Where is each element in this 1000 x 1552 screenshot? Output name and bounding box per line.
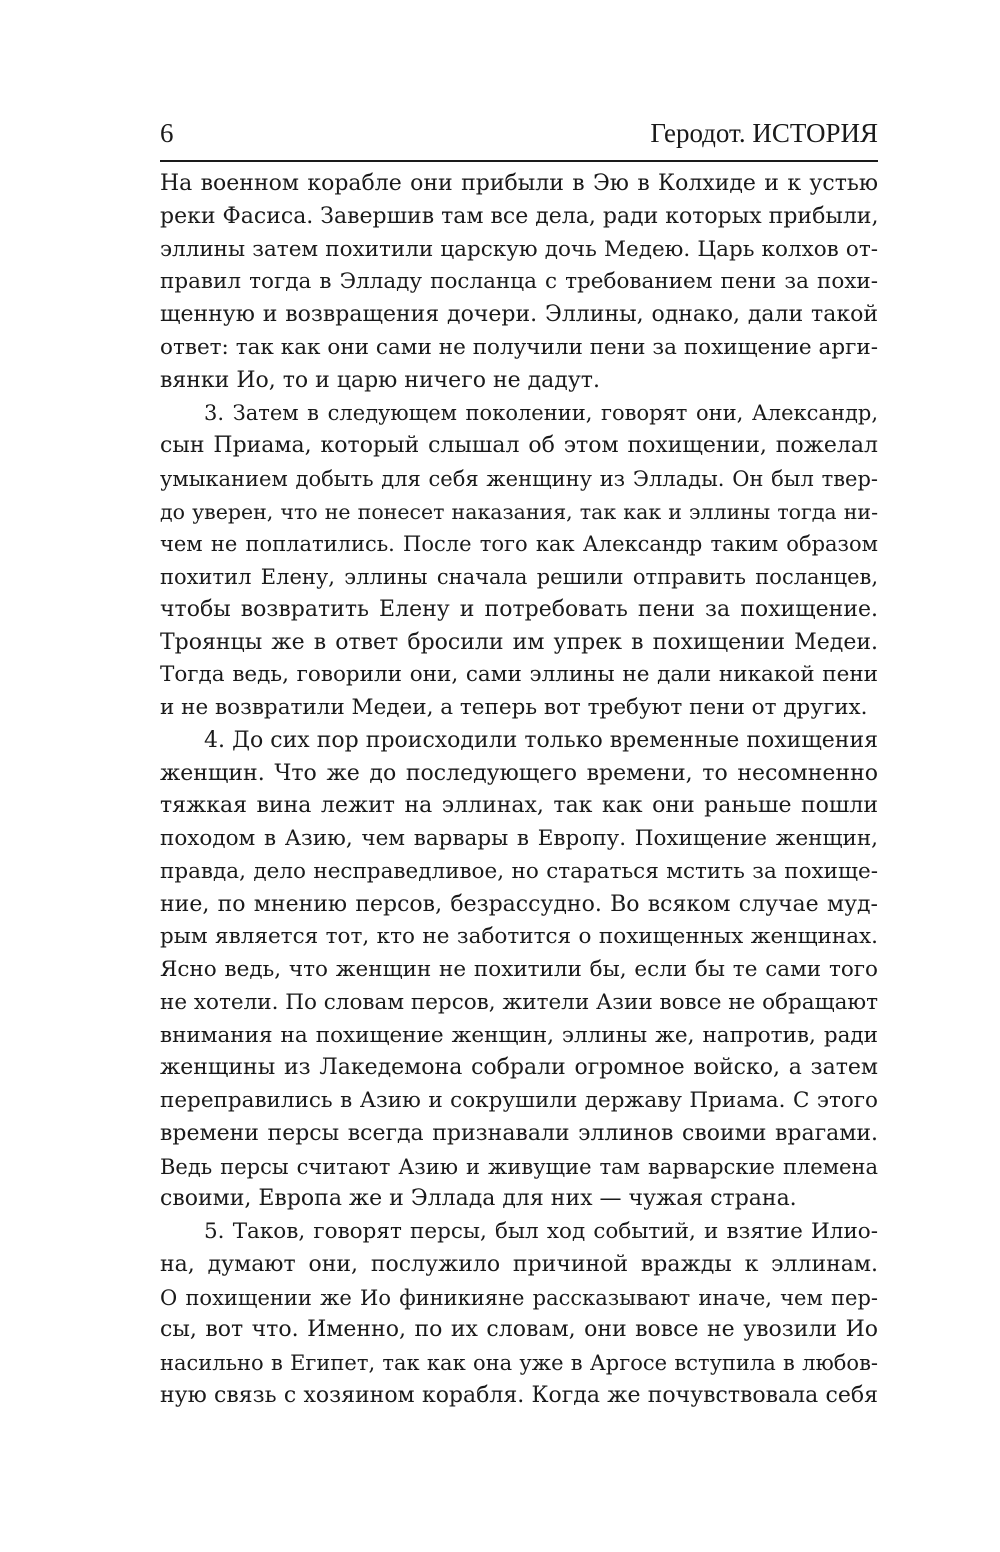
text-line: ответ: так как они сами не получили пени за похищение арги- <box>160 334 878 360</box>
text-line: 3. Затем в следующем поколении, говорят они, Александр, <box>204 401 878 426</box>
text-line: 5. Таков, говорят персы, был ход событий, и взятие Илио- <box>204 1219 878 1244</box>
text-line: Ведь персы считают Азию и живущие там варварские племена <box>160 1154 878 1179</box>
text-line: чтобы возвратить Елену и потребовать пени за похищение. <box>160 596 878 622</box>
text-line: и не возвратили Медеи, а теперь вот требуют пени от других. <box>160 695 868 720</box>
text-line: сы, вот что. Именно, по их словам, они вовсе не увозили Ио <box>160 1317 878 1343</box>
text-line: времени персы всегда признавали эллинов своими врагами. <box>160 1120 878 1146</box>
text-line: Троянцы же в ответ бросили им упрек в похищении Медеи. <box>160 629 878 655</box>
text-line: реки Фасиса. Завершив там все дела, ради которых прибыли, <box>160 203 878 229</box>
text-line: вянки Ио, то и царю ничего не дадут. <box>160 367 600 393</box>
header-rule <box>160 160 878 162</box>
text-line: походом в Азию, чем варвары в Европу. Похищение женщин, <box>160 826 878 851</box>
text-line: на, думают они, послужило причиной вражды к эллинам. <box>160 1251 878 1277</box>
text-line: О похищении же Ио финикияне рассказывают иначе, чем пер- <box>160 1285 878 1310</box>
text-line: не хотели. По словам персов, жители Азии вовсе не обращают <box>160 989 878 1015</box>
body-text <box>160 168 878 1413</box>
text-line: тяжкая вина лежит на эллинах, так как они раньше пошли <box>160 793 878 819</box>
text-line: сын Приама, который слышал об этом похищении, пожелал <box>160 433 878 458</box>
text-line: внимания на похищение женщин, эллины же, напротив, ради <box>160 1022 878 1048</box>
text-line: чем не поплатились. После того как Александр таким образом <box>160 532 878 557</box>
text-line: 4. До сих пор происходили только временные похищения <box>204 727 878 753</box>
text-line: правил тогда в Элладу посланца с требованием пени за похи- <box>160 269 878 295</box>
text-line: Ясно ведь, что женщин не похитили бы, если бы те сами того <box>160 957 878 982</box>
text-line: похитил Елену, эллины сначала решили отправить посланцев, <box>160 565 878 589</box>
text-line: эллины затем похитили царскую дочь Медею. Царь колхов от- <box>160 236 878 262</box>
text-line: до уверен, что не понесет наказания, так как и эллины тогда ни- <box>160 499 878 524</box>
text-line: правда, дело несправедливое, но стараться мстить за похище- <box>160 858 878 884</box>
text-line: ние, по мнению персов, безрассудно. Во всяком случае муд- <box>160 891 878 917</box>
text-line: рым является тот, кто не заботится о похищенных женщинах. <box>160 924 878 950</box>
page-number: 6 <box>160 118 174 148</box>
text-line: щенную и возвращения дочери. Эллины, однако, дали такой <box>160 302 878 327</box>
text-line: умыканием добыть для себя женщину из Эллады. Он был твер- <box>160 466 878 491</box>
text-line: своими, Европа же и Эллада для них — чужая страна. <box>160 1186 797 1212</box>
running-title: Геродот. ИСТОРИЯ <box>650 118 878 148</box>
text-line: На военном корабле они прибыли в Эю в Колхиде и к устью <box>160 171 878 196</box>
text-line: Тогда ведь, говорили они, сами эллины не дали никакой пени <box>160 662 878 688</box>
text-line: насильно в Египет, так как она уже в Аргосе вступила в любов- <box>160 1351 878 1375</box>
text-line: переправились в Азию и сокрушили державу Приама. С этого <box>160 1088 878 1113</box>
running-header <box>160 118 878 158</box>
text-line: ную связь с хозяином корабля. Когда же почувствовала себя <box>160 1382 878 1408</box>
text-line: женщин. Что же до последующего времени, то несомненно <box>160 760 878 786</box>
text-line: женщины из Лакедемона собрали огромное войско, а затем <box>160 1055 878 1081</box>
